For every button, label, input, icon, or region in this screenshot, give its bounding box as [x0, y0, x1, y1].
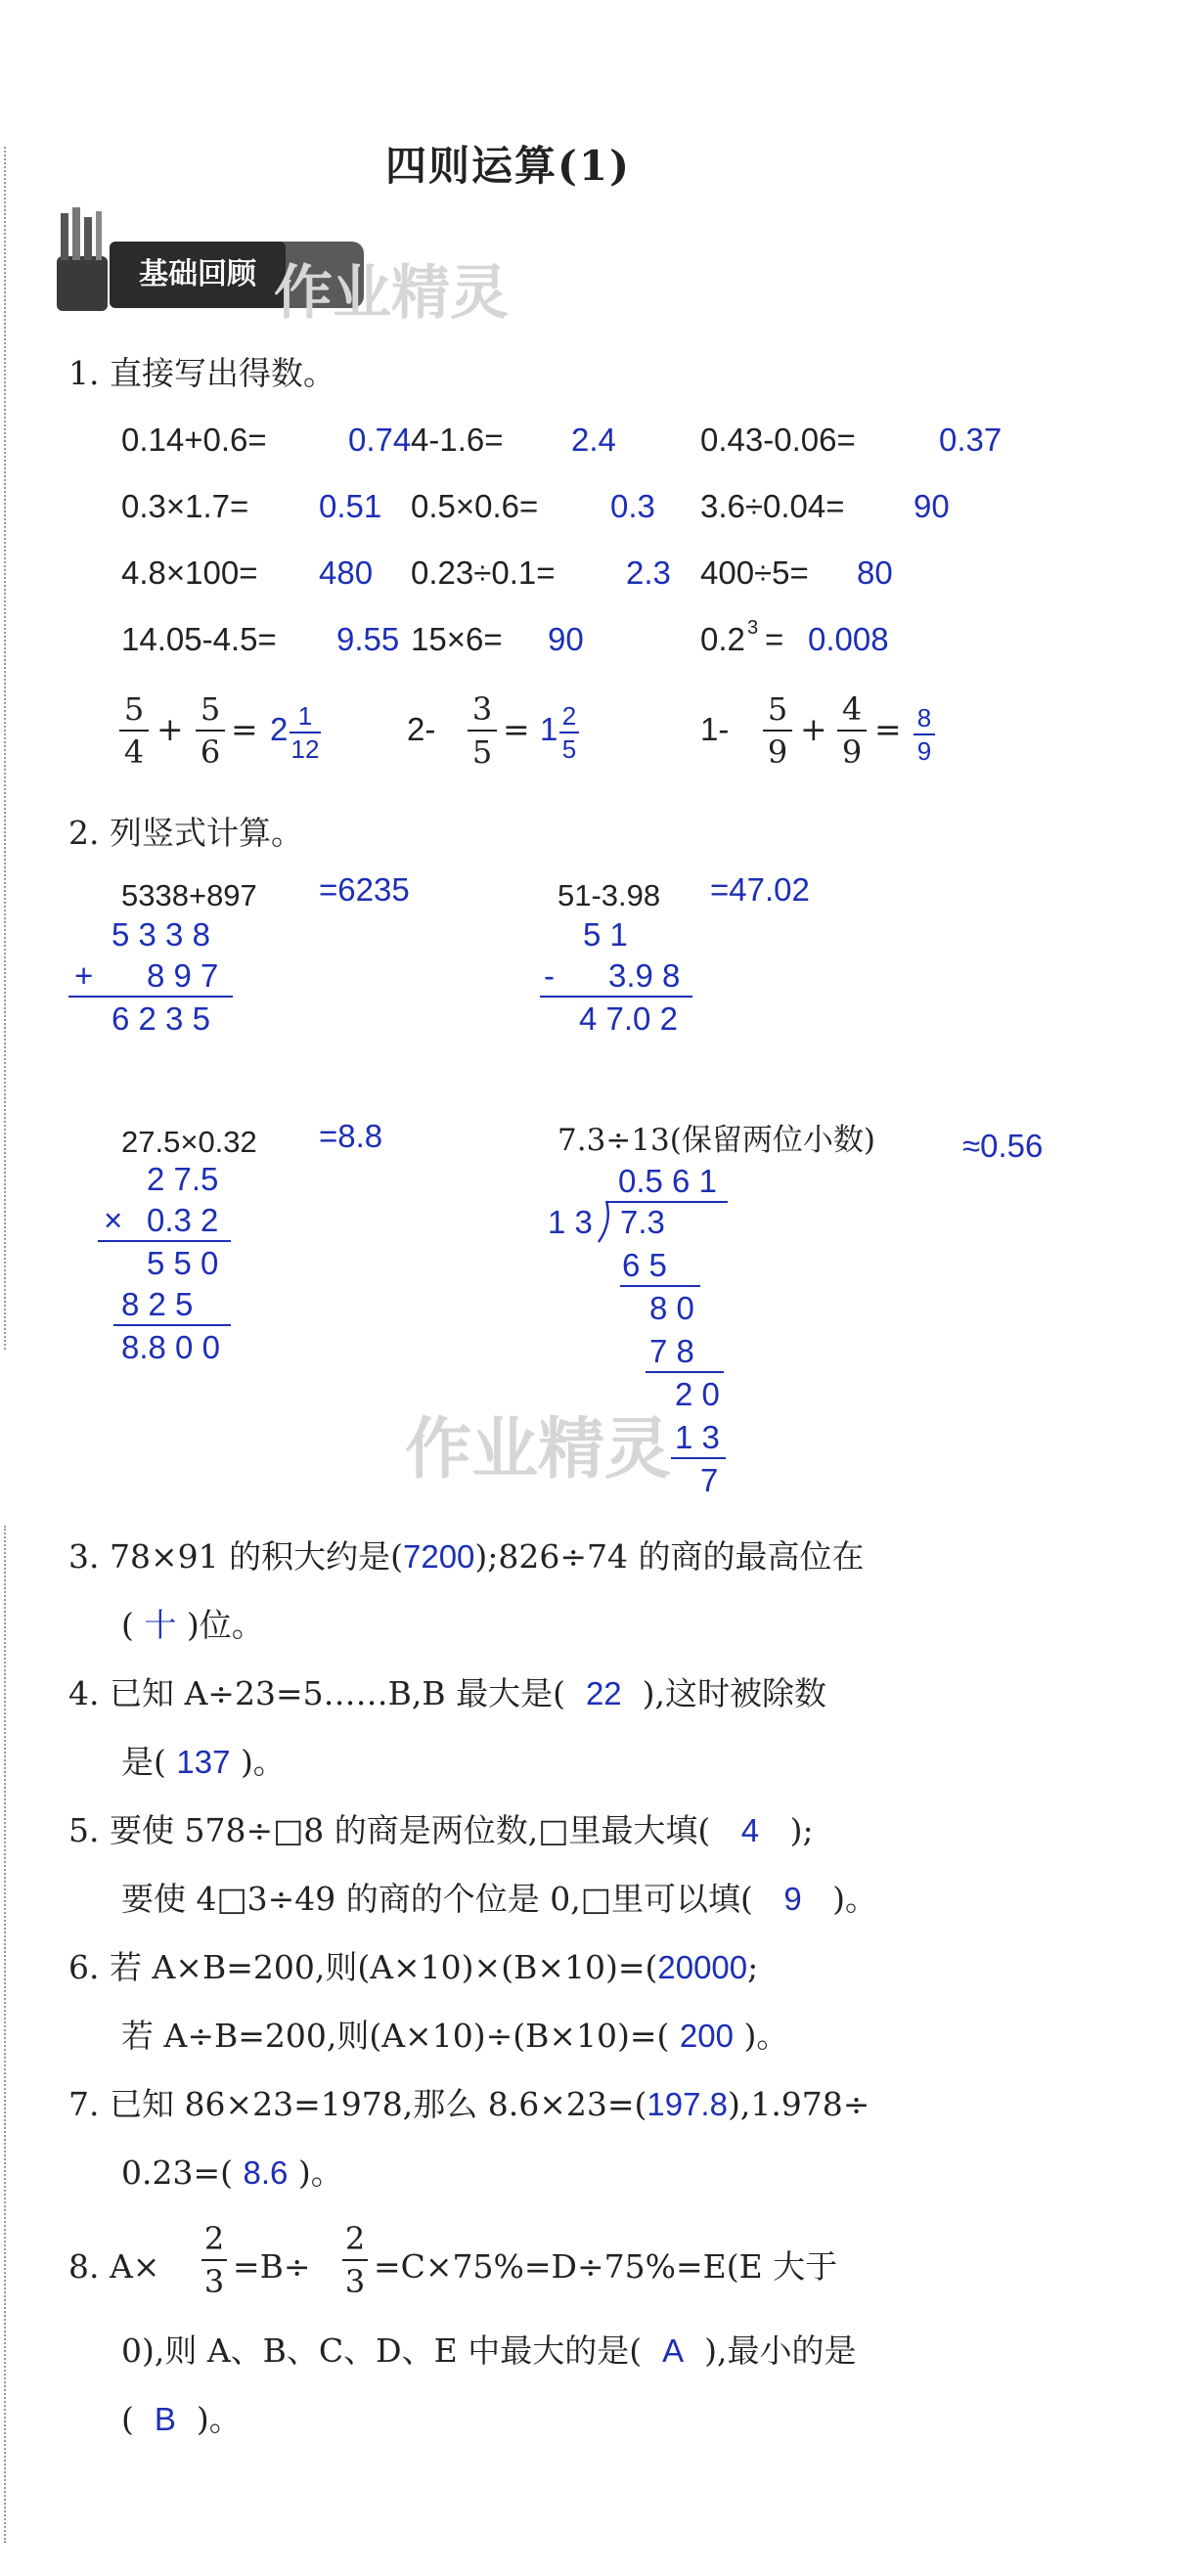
denominator: 9: [767, 733, 788, 771]
fraction: [468, 690, 497, 771]
equals: =: [231, 710, 258, 748]
lead-term: 2-: [407, 711, 436, 747]
q4-text: ),这时被除数: [642, 1674, 827, 1712]
q8-text: )。: [196, 2400, 242, 2438]
q7-answer: 8.6: [243, 2154, 289, 2191]
denominator: 3: [344, 2263, 366, 2300]
division-divisor: 1 3: [548, 1204, 593, 1240]
vertical-result: 4 7.0 2: [579, 1000, 678, 1037]
division-step: 2 0: [675, 1376, 720, 1412]
division-step: 1 3: [675, 1419, 720, 1455]
q2-answer: =6235: [319, 871, 410, 908]
numerator: 3: [471, 690, 493, 728]
answer-fraction: [914, 704, 935, 765]
q6-text: 若 A÷B=200,则(A×10)÷(B×10)=(: [121, 2017, 670, 2055]
q3-text: )位。: [186, 1606, 264, 1644]
vertical-result: 8.8 0 0: [121, 1329, 220, 1365]
q8-lead: 8. A×: [68, 2247, 160, 2286]
answer-whole: 1: [540, 711, 558, 747]
vertical-row: 8 9 7: [147, 957, 219, 994]
q1-answer: 90: [548, 621, 584, 657]
vertical-result: 6 2 3 5: [111, 1000, 210, 1037]
q1-power-equals: =: [765, 621, 784, 657]
q5-text: );: [789, 1811, 814, 1849]
page-title: 四则运算(1): [385, 142, 631, 190]
numerator: 5: [200, 690, 221, 728]
denominator: 5: [471, 733, 493, 771]
q1-power-base: 0.2: [700, 621, 745, 657]
q8-text: =C×75%=D÷75%=E(E 大于: [374, 2247, 838, 2286]
q1-expr: 4-1.6=: [411, 422, 504, 458]
watermark: 作业精灵: [274, 259, 509, 328]
q6-answer: 20000: [657, 1949, 748, 1985]
division-bracket: [595, 1199, 614, 1244]
binding-margin-lower: [4, 1526, 6, 2543]
q1-answer: 90: [914, 488, 950, 524]
vertical-row: 8 2 5: [121, 1286, 194, 1322]
q3-text: );826÷74 的商的最高位在: [474, 1537, 865, 1576]
fraction: [342, 2220, 368, 2300]
numerator: 4: [841, 690, 863, 728]
q1-answer: 0.3: [610, 488, 655, 524]
denominator: 9: [841, 733, 863, 771]
q7-text: ),1.978÷: [727, 2085, 870, 2123]
q1-power-exponent: 3: [747, 617, 759, 639]
q1-expr: 0.43-0.06=: [700, 422, 856, 458]
q2-answer: =47.02: [710, 871, 810, 908]
q7-answer: 197.8: [647, 2086, 728, 2122]
answer-fraction: [290, 702, 321, 763]
q1-expr: 3.6÷0.04=: [700, 488, 845, 524]
division-dividend: 7.3: [620, 1204, 665, 1240]
numerator: 8: [916, 703, 932, 733]
pencil-cup-icon: [51, 207, 113, 315]
q1-answer: 9.55: [336, 621, 400, 657]
q8-text: ),最小的是: [704, 2332, 857, 2370]
vertical-row: 5 5 0: [147, 1245, 219, 1281]
q6-line2: [121, 2017, 788, 2056]
q3-line1: [68, 1537, 865, 1577]
division-line: [620, 1285, 700, 1287]
q5-line2: [121, 1880, 877, 1919]
vertical-operator: -: [544, 957, 555, 994]
denominator: 6: [200, 733, 221, 771]
denominator: 9: [916, 736, 932, 766]
q7-line1: [68, 2085, 870, 2124]
vertical-line: [540, 996, 692, 998]
division-line: [646, 1371, 724, 1373]
q5-answer: 4: [740, 1812, 760, 1848]
q6-text: )。: [743, 2017, 789, 2055]
q5-text: )。: [832, 1880, 878, 1918]
q1-expr: 4.8×100=: [121, 555, 258, 591]
division-quotient: 0.5 6 1: [618, 1163, 717, 1199]
q1-expr: 15×6=: [411, 621, 503, 657]
division-step: 8 0: [649, 1290, 694, 1326]
q8-answer: B: [154, 2401, 176, 2437]
q1-expr: 14.05-4.5=: [121, 621, 277, 657]
division-step: 6 5: [622, 1247, 667, 1283]
q5-answer: 9: [783, 1881, 802, 1917]
vertical-line: [68, 996, 233, 998]
q1-answer: 2.4: [571, 422, 616, 458]
vertical-row: 2 7.5: [147, 1161, 219, 1197]
q2-expr: 5338+897: [121, 878, 257, 912]
q1-answer: 0.74: [348, 422, 412, 458]
section-banner: 基础回顾: [110, 242, 286, 308]
equals: =: [874, 710, 902, 748]
numerator: 5: [767, 690, 788, 728]
q2-stem: 2. 列竖式计算。: [68, 814, 303, 852]
q1-answer: 480: [319, 555, 374, 591]
vertical-row: 5 1: [583, 916, 628, 953]
denominator: 3: [203, 2263, 225, 2300]
q8-line2: [121, 2332, 856, 2371]
q8-text: (: [121, 2400, 134, 2438]
q1-stem: 1. 直接写出得数。: [68, 354, 335, 392]
numerator: 2: [344, 2220, 366, 2257]
q1-answer: 80: [857, 555, 893, 591]
division-step: 7 8: [649, 1333, 694, 1369]
q3-line2: [121, 1606, 264, 1645]
q6-answer: 200: [679, 2018, 734, 2054]
q3-text: (: [121, 1606, 134, 1644]
q2-answer: ≈0.56: [962, 1128, 1044, 1164]
q4-line2: [121, 1743, 286, 1782]
fraction: [119, 690, 149, 771]
q5-line1: [68, 1811, 814, 1850]
fraction: [763, 690, 792, 771]
q3-answer: 7200: [402, 1538, 475, 1575]
q4-text: 是(: [121, 1743, 166, 1781]
q8-line3: [121, 2400, 242, 2439]
operator: +: [156, 710, 184, 748]
q7-text: 7. 已知 86×23=1978,那么 8.6×23=(: [68, 2085, 647, 2123]
q7-line2: [121, 2154, 343, 2193]
q8-text: =B÷: [233, 2247, 311, 2286]
q1-expr: 0.14+0.6=: [121, 422, 267, 458]
q3-answer: 十: [144, 1607, 177, 1643]
denominator: 12: [290, 734, 320, 764]
q1-expr: 400÷5=: [700, 555, 809, 591]
q6-text: 6. 若 A×B=200,则(A×10)×(B×10)=(: [68, 1948, 658, 1986]
denominator: 4: [123, 733, 145, 771]
lead-term: 1-: [700, 711, 730, 747]
vertical-row: 3.9 8: [608, 957, 681, 994]
q1-answer: 0.51: [319, 488, 382, 524]
q1-answer: 0.008: [808, 621, 889, 657]
fraction: [196, 690, 225, 771]
division-remainder: 7: [700, 1462, 719, 1498]
fraction: [837, 690, 867, 771]
operator: +: [800, 710, 827, 748]
vertical-row: 5 3 3 8: [111, 916, 210, 953]
q8-text: 0),则 A、B、C、D、E 中最大的是(: [121, 2332, 643, 2370]
q7-text: )。: [297, 2154, 343, 2192]
binding-margin: [4, 147, 6, 1350]
q2-expr: 51-3.98: [557, 878, 661, 912]
watermark: 作业精灵: [405, 1411, 672, 1488]
q2-answer: =8.8: [319, 1118, 383, 1154]
q4-text: )。: [240, 1743, 286, 1781]
q3-text: 3. 78×91 的积大约是(: [68, 1537, 403, 1576]
vertical-operator: +: [74, 957, 94, 994]
q1-expr: 0.3×1.7=: [121, 488, 249, 524]
q4-text: 4. 已知 A÷23=5……B,B 最大是(: [68, 1674, 565, 1712]
vertical-row: 0.3 2: [147, 1202, 219, 1238]
answer-whole: 2: [270, 711, 289, 747]
q4-answer: 22: [585, 1675, 622, 1711]
denominator: 5: [561, 734, 577, 764]
q4-answer: 137: [176, 1744, 231, 1780]
vertical-line: [98, 1240, 231, 1242]
answer-fraction: [559, 702, 579, 763]
vertical-line: [113, 1324, 231, 1326]
fraction: [201, 2220, 227, 2300]
q1-answer: 2.3: [626, 555, 671, 591]
q5-text: 5. 要使 578÷□8 的商是两位数,□里最大填(: [68, 1811, 711, 1849]
division-line: [671, 1457, 726, 1459]
q1-expr: 0.5×0.6=: [411, 488, 539, 524]
q1-expr: 0.23÷0.1=: [411, 555, 556, 591]
numerator: 2: [203, 2220, 225, 2257]
q4-line1: [68, 1674, 826, 1713]
q7-text: 0.23=(: [121, 2154, 234, 2192]
q6-line1: [68, 1948, 758, 1987]
q2-expr: 27.5×0.32: [121, 1125, 257, 1159]
equals: =: [503, 710, 530, 748]
q6-text: ;: [747, 1948, 759, 1986]
q8-answer: A: [662, 2332, 685, 2369]
numerator: 5: [123, 690, 145, 728]
q2-expr: 7.3÷13(保留两位小数): [557, 1123, 875, 1158]
vertical-operator: ×: [104, 1202, 123, 1238]
q1-answer: 0.37: [939, 422, 1003, 458]
q5-text: 要使 4□3÷49 的商的个位是 0,□里可以填(: [121, 1880, 753, 1918]
numerator: 2: [561, 701, 577, 731]
numerator: 1: [297, 701, 313, 731]
